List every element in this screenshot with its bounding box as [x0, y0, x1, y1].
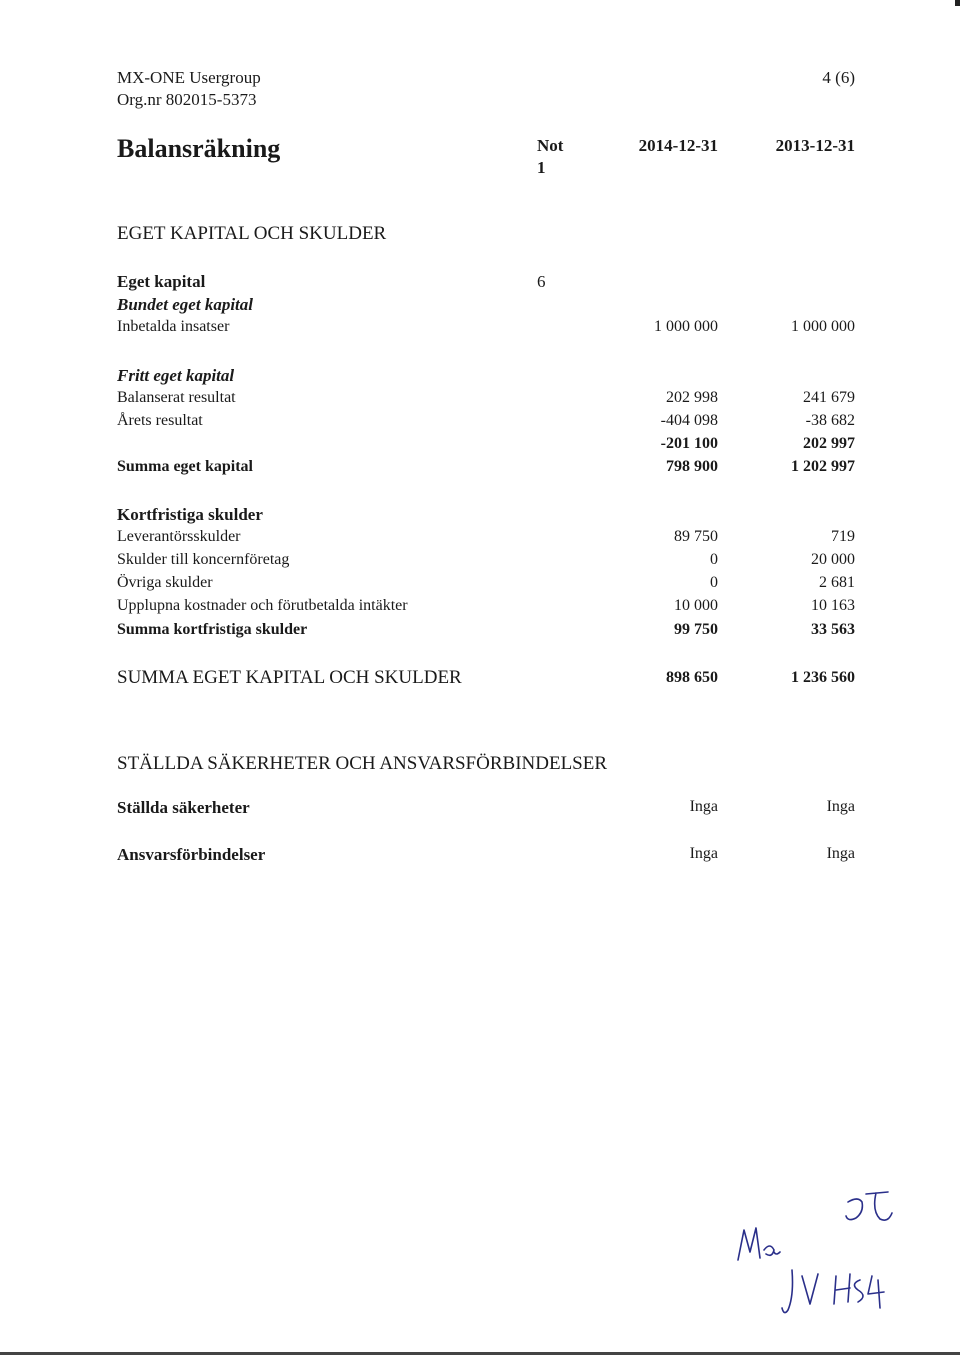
row-label-inbetalda: Inbetalda insatser [117, 318, 230, 335]
note-column-label: Not [537, 136, 564, 155]
equity-total-label: Summa eget kapital [117, 458, 253, 475]
liability-row-2014: 89 750 [674, 528, 718, 545]
row-value-2013: 1 000 000 [791, 318, 855, 335]
liability-row-2013: 2 681 [819, 574, 855, 591]
org-number: Org.nr 802015-5373 [117, 90, 257, 109]
stallda-2013: Inga [826, 798, 855, 815]
row-value-2013: -38 682 [805, 412, 855, 429]
stallda-2014: Inga [689, 798, 718, 815]
ansvar-2013: Inga [826, 845, 855, 862]
liabilities-total-2014: 99 750 [674, 621, 718, 638]
row-value-2014: -404 098 [660, 412, 718, 429]
org-name: MX-ONE Usergroup [117, 68, 261, 87]
column-header-2013: 2013-12-31 [775, 136, 855, 155]
liability-row-2013: 20 000 [811, 551, 855, 568]
free-equity-sum-2013: 202 997 [803, 435, 855, 452]
ansvar-label: Ansvarsförbindelser [117, 845, 266, 864]
grand-total-label: SUMMA EGET KAPITAL OCH SKULDER [117, 667, 462, 688]
liability-row-label: Upplupna kostnader och förutbetalda intäkter [117, 597, 408, 614]
initials-jv [782, 1270, 818, 1313]
equity-note-ref: 6 [537, 272, 546, 291]
page-title: Balansräkning [117, 134, 281, 163]
liability-row-2014: 0 [710, 551, 718, 568]
free-equity-heading: Fritt eget kapital [117, 366, 235, 385]
row-value-2014: 1 000 000 [654, 318, 718, 335]
equity-total-2014: 798 900 [666, 458, 718, 475]
liability-row-2013: 719 [831, 528, 855, 545]
row-label-balanserat: Balanserat resultat [117, 389, 236, 406]
section-title: EGET KAPITAL OCH SKULDER [117, 223, 387, 244]
free-equity-sum-2014: -201 100 [660, 435, 718, 452]
liability-row-label: Skulder till koncernföretag [117, 551, 290, 568]
note-column-number: 1 [537, 158, 546, 177]
column-header-2014: 2014-12-31 [638, 136, 718, 155]
liability-row-2014: 10 000 [674, 597, 718, 614]
row-value-2014: 202 998 [666, 389, 718, 406]
initials-hs [834, 1274, 884, 1308]
pledges-title: STÄLLDA SÄKERHETER OCH ANSVARSFÖRBINDELSER [117, 753, 608, 774]
initials-jt [846, 1192, 892, 1220]
liability-row-2013: 10 163 [811, 597, 855, 614]
liability-row-label: Övriga skulder [117, 574, 213, 591]
row-label-arets: Årets resultat [117, 412, 203, 429]
liability-row-2014: 0 [710, 574, 718, 591]
equity-heading: Eget kapital [117, 272, 206, 291]
scan-mark-top [955, 0, 960, 6]
liability-row-label: Leverantörsskulder [117, 528, 241, 545]
grand-total-2014: 898 650 [666, 669, 718, 686]
handwritten-initials [720, 1180, 910, 1330]
scan-edge-bottom [0, 1352, 960, 1355]
liabilities-total-2013: 33 563 [811, 621, 855, 638]
page-number: 4 (6) [822, 68, 855, 87]
row-value-2013: 241 679 [803, 389, 855, 406]
stallda-label: Ställda säkerheter [117, 798, 250, 817]
initials-ma [738, 1228, 780, 1260]
liabilities-heading: Kortfristiga skulder [117, 505, 263, 524]
grand-total-2013: 1 236 560 [791, 669, 855, 686]
liabilities-total-label: Summa kortfristiga skulder [117, 621, 308, 638]
ansvar-2014: Inga [689, 845, 718, 862]
equity-total-2013: 1 202 997 [791, 458, 855, 475]
restricted-equity-heading: Bundet eget kapital [117, 295, 253, 314]
